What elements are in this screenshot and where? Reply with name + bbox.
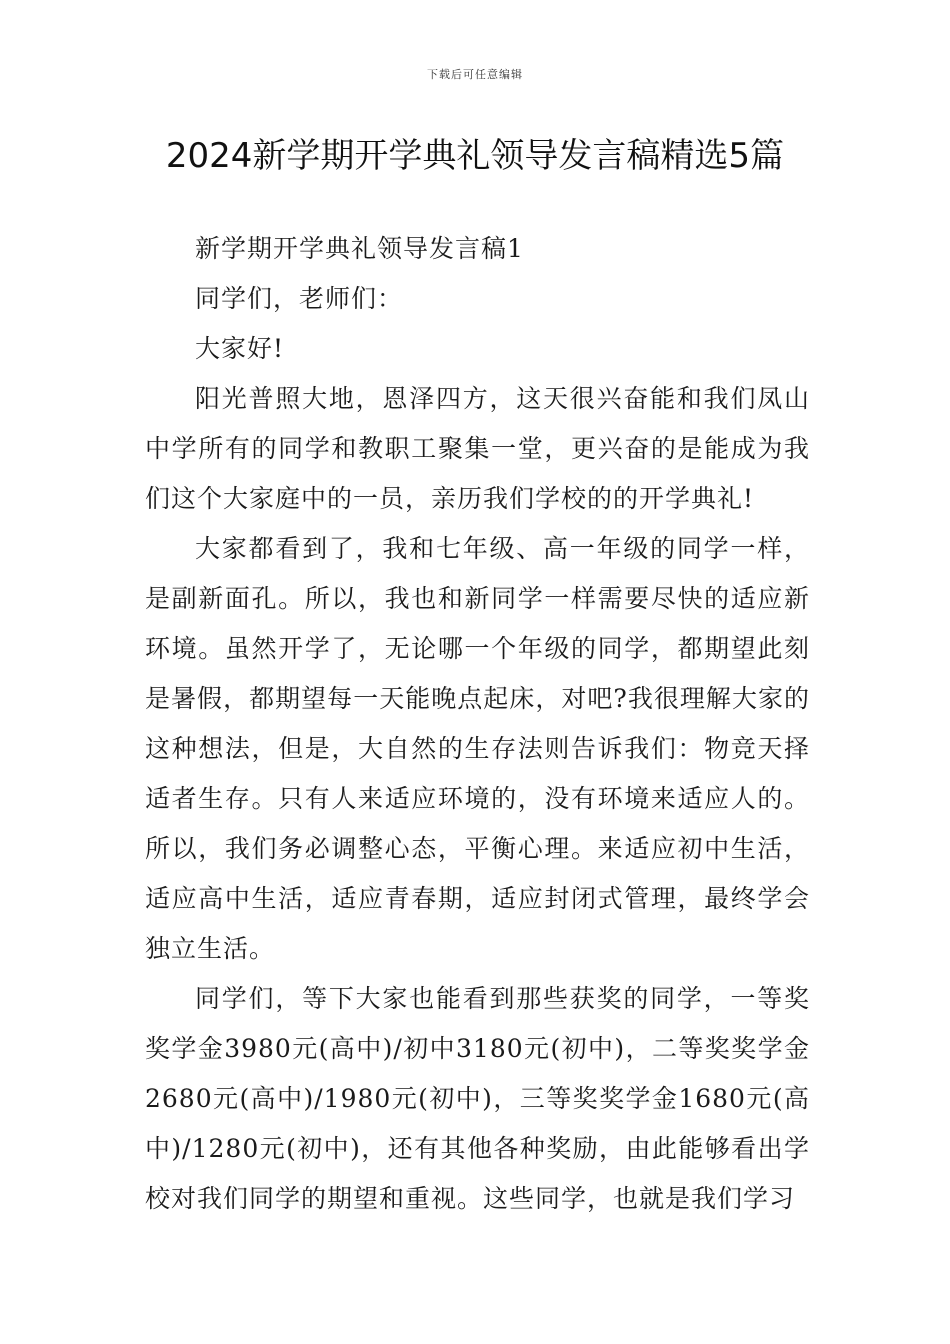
paragraph-greeting: 大家好! <box>195 334 285 363</box>
paragraph-speech-heading: 新学期开学典礼领导发言稿1 <box>195 234 524 263</box>
document-title: 2024新学期开学典礼领导发言稿精选5篇 <box>165 136 785 176</box>
document-body <box>145 224 810 1224</box>
header-note: 下载后可任意编辑 <box>427 68 523 81</box>
paragraph-body: 同学们，等下大家也能看到那些获奖的同学，一等奖奖学金3980元(高中)/初中3180元(初中)，二等奖奖学金2680元(高中)/1980元(初中)，三等奖奖学金1680元(高中)/1280元(初中)，还有其他各种奖励，由此能够看出学校对我们同学的期望和重视。这些同学，也就是我们学习 <box>145 984 810 1213</box>
paragraph-salutation: 同学们，老师们： <box>195 284 404 313</box>
paragraph-body: 大家都看到了，我和七年级、高一年级的同学一样，是副新面孔。所以，我也和新同学一样需要尽快的适应新环境。虽然开学了，无论哪一个年级的同学，都期望此刻是暑假，都期望每一天能晚点起床，对吧?我很理解大家的这种想法，但是，大自然的生存法则告诉我们：物竞天择适者生存。只有人来适应环境的，没有环境来适应人的。所以，我们务必调整心态，平衡心理。来适应初中生活，适应高中生活，适应青春期，适应封闭式管理，最终学会独立生活。 <box>145 534 810 963</box>
paragraph-body: 阳光普照大地，恩泽四方，这天很兴奋能和我们凤山中学所有的同学和教职工聚集一堂，更兴奋的是能成为我们这个大家庭中的一员，亲历我们学校的的开学典礼! <box>145 384 810 513</box>
